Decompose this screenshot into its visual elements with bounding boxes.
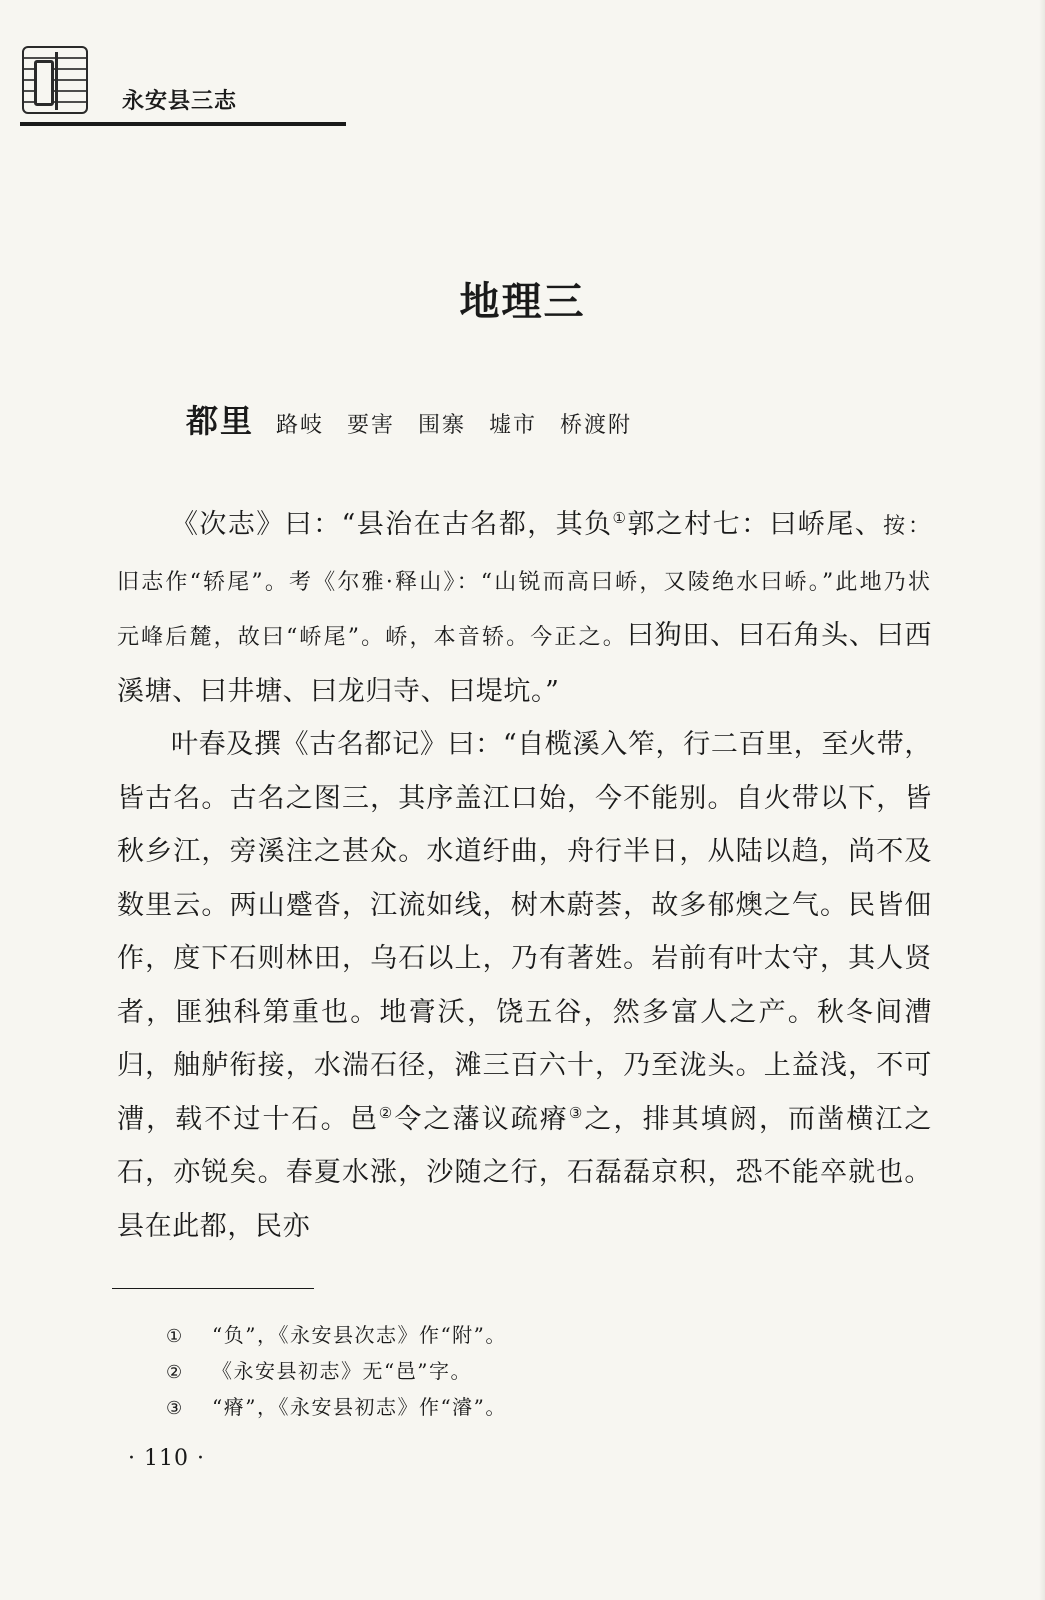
book-title: 永安县三志 [122,89,238,114]
footnote-2 [166,1354,866,1390]
paragraph-2-text-c: 之，排其填阏，而凿横江之石，亦锐矣。春夏水涨，沙随之行，石磊磊京积，恐不能卒就也。县在此都，民亦 [117,1103,932,1242]
section-heading [186,396,632,442]
footnote-text: 《永安县初志》无“邑”字。 [212,1359,472,1383]
section-title: 都里 [186,402,255,440]
paragraph-2-text-a: 叶春及撰《古名都记》曰：“自榄溪入笮，行二百里，至火带，皆古名。古名之图三，其序盖江口始，今不能别。自火带以下，皆秋乡江，旁溪注之甚众。水道纡曲，舟行半日，从陆以趋，尚不及数里云。两山蹙沓，江流如线，树木蔚荟，故多郁燠之气。民皆佃作，度下石则林田，乌石以上，乃有著姓。岩前有叶太守，其人贤者，匪独科第重也。地膏沃，饶五谷，然多富人之产。秋冬间漕归，舳舻衔接，水湍石径，滩三百六十，乃至泷头。上益浅，不可漕，载不过十石。邑 [117,729,932,1135]
footnote-ref-3: ③ [568,1103,585,1122]
footnote-rule [112,1288,314,1289]
inline-annotation: 按：旧志作“轿尾”。考《尔雅·释山》：“山锐而高曰峤，又陵绝水曰峤。”此地乃状元峰后麓，故曰“峤尾”。峤，本音轿。今正之。 [117,514,932,650]
body-text [117,498,932,1253]
footnote-mark: ① [166,1326,184,1347]
page-edge [1039,0,1045,1600]
paragraph-2 [117,718,932,1253]
footnote-3 [166,1390,866,1426]
paragraph-1-text-b: 郭之村七：曰峤尾、 [627,509,884,540]
footnote-text: “瘠”，《永安县初志》作“濬”。 [212,1395,507,1419]
footnotes [166,1318,866,1426]
footnote-ref-1: ① [612,509,628,527]
footnote-text: “负”，《永安县次志》作“附”。 [212,1323,507,1347]
footnote-mark: ② [166,1362,184,1383]
seal-logo-icon [22,46,88,114]
footnote-ref-2: ② [378,1103,395,1122]
header-rule [20,122,346,126]
footnote-mark: ③ [166,1398,184,1419]
paragraph-2-text-b: 令之藩议疏瘠 [394,1103,569,1135]
footnote-1 [166,1318,866,1354]
paragraph-1-text-c: 曰狗田、曰石角头、曰西溪塘、曰井塘、曰龙归寺、曰堤坑。” [117,620,932,707]
running-header [20,40,350,130]
page-number: · 110 · [128,1446,205,1471]
section-subheading: 路岐 要害 围寨 墟市 桥渡附 [276,413,632,438]
paragraph-1 [117,498,932,718]
paragraph-1-text-a: 《次志》曰：“县治在古名都，其负 [171,509,613,540]
chapter-title: 地理三 [459,279,586,325]
